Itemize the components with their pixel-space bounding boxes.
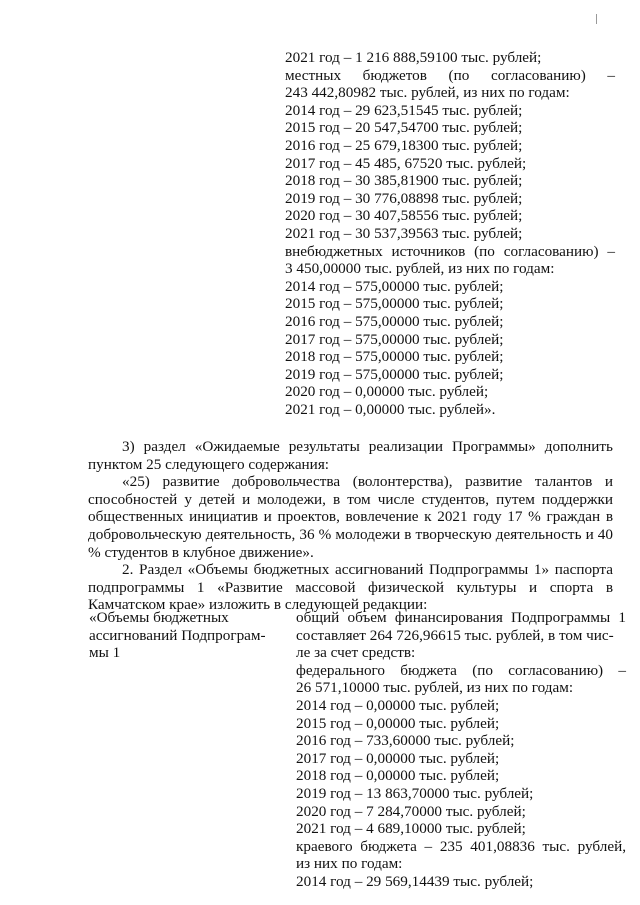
paragraph: 3) раздел «Ожидаемые результаты реализации Программы» дополнить пунктом 25 следующего содержания: xyxy=(88,438,613,473)
value-line: 2018 год – 0,00000 тыс. рублей; xyxy=(296,767,500,785)
value-line: общий объем финансирования Подпрограммы 1 xyxy=(296,609,626,626)
value-line: 2017 год – 0,00000 тыс. рублей; xyxy=(296,749,500,767)
funding-line: 2018 год – 575,00000 тыс. рублей; xyxy=(285,348,504,366)
value-line: 2016 год – 733,60000 тыс. рублей; xyxy=(296,732,515,750)
funding-continuation-block xyxy=(285,49,615,418)
value-line: ле за счет средств: xyxy=(296,644,416,662)
funding-line: местных бюджетов (по согласованию) – xyxy=(285,66,615,84)
funding-line: 2019 год – 30 776,08898 тыс. рублей; xyxy=(285,189,523,207)
value-line: составляет 264 726,96615 тыс. рублей, в том чис- xyxy=(296,626,614,644)
value-line: 2021 год – 4 689,10000 тыс. рублей; xyxy=(296,820,526,838)
funding-line: 2015 год – 20 547,54700 тыс. рублей; xyxy=(285,119,523,137)
funding-line: 2020 год – 30 407,58556 тыс. рублей; xyxy=(285,207,523,225)
value-line: из них по годам: xyxy=(296,855,403,873)
funding-line: внебюджетных источников (по согласованию) – xyxy=(285,242,615,260)
value-line: федерального бюджета (по согласованию) – xyxy=(296,661,626,679)
funding-line: 2016 год – 25 679,18300 тыс. рублей; xyxy=(285,136,523,154)
funding-line: 2014 год – 29 623,51545 тыс. рублей; xyxy=(285,101,523,119)
funding-line: 2021 год – 1 216 888,59100 тыс. рублей; xyxy=(285,49,542,66)
paragraph: 2. Раздел «Объемы бюджетных ассигнований Подпрограммы 1» паспорта подпрограммы 1 «Развитие массовой физической культуры и спорта в Камчатском крае» изложить в следующей редакции: xyxy=(88,561,613,614)
funding-line: 243 442,80982 тыс. рублей, из них по годам: xyxy=(285,84,570,102)
table-value-cell xyxy=(296,609,626,891)
value-line: 2019 год – 13 863,70000 тыс. рублей; xyxy=(296,784,534,802)
funding-line: 2017 год – 45 485, 67520 тыс. рублей; xyxy=(285,154,527,172)
funding-line: 2014 год – 575,00000 тыс. рублей; xyxy=(285,277,504,295)
funding-line: 2021 год – 30 537,39563 тыс. рублей; xyxy=(285,224,523,242)
funding-line: 2017 год – 575,00000 тыс. рублей; xyxy=(285,330,504,348)
amendment-text xyxy=(88,438,613,614)
value-line: 26 571,10000 тыс. рублей, из них по годам: xyxy=(296,679,574,697)
value-line: 2020 год – 7 284,70000 тыс. рублей; xyxy=(296,802,526,820)
value-line: 2014 год – 29 569,14439 тыс. рублей; xyxy=(296,872,534,890)
funding-line: 2020 год – 0,00000 тыс. рублей; xyxy=(285,383,489,401)
funding-line: 2021 год – 0,00000 тыс. рублей». xyxy=(285,400,496,418)
funding-line: 2019 год – 575,00000 тыс. рублей; xyxy=(285,365,504,383)
label-line: ассигнований Подпрограм- xyxy=(89,626,266,644)
funding-line: 2016 год – 575,00000 тыс. рублей; xyxy=(285,312,504,330)
scan-mark xyxy=(596,14,597,24)
funding-line: 2018 год – 30 385,81900 тыс. рублей; xyxy=(285,172,523,190)
funding-line: 2015 год – 575,00000 тыс. рублей; xyxy=(285,295,504,313)
funding-line: 3 450,00000 тыс. рублей, из них по годам: xyxy=(285,260,555,278)
value-line: 2014 год – 0,00000 тыс. рублей; xyxy=(296,696,500,714)
paragraph: «25) развитие добровольчества (волонтерства), развитие талантов и способностей у детей и молодежи, в том числе студентов, путем поддержки общественных инициатив и проектов, вовлечение к 2021 году 17 % граждан в добровольческую деятельность, 36 % молодежи в творческую деятельность и 40 % студентов в клубное движение». xyxy=(88,473,613,561)
table-label-cell xyxy=(88,609,288,662)
value-line: краевого бюджета – 235 401,08836 тыс. рублей, xyxy=(296,837,626,855)
label-line: «Объемы бюджетных xyxy=(89,609,229,626)
value-line: 2015 год – 0,00000 тыс. рублей; xyxy=(296,714,500,732)
label-line: мы 1 xyxy=(89,644,121,662)
